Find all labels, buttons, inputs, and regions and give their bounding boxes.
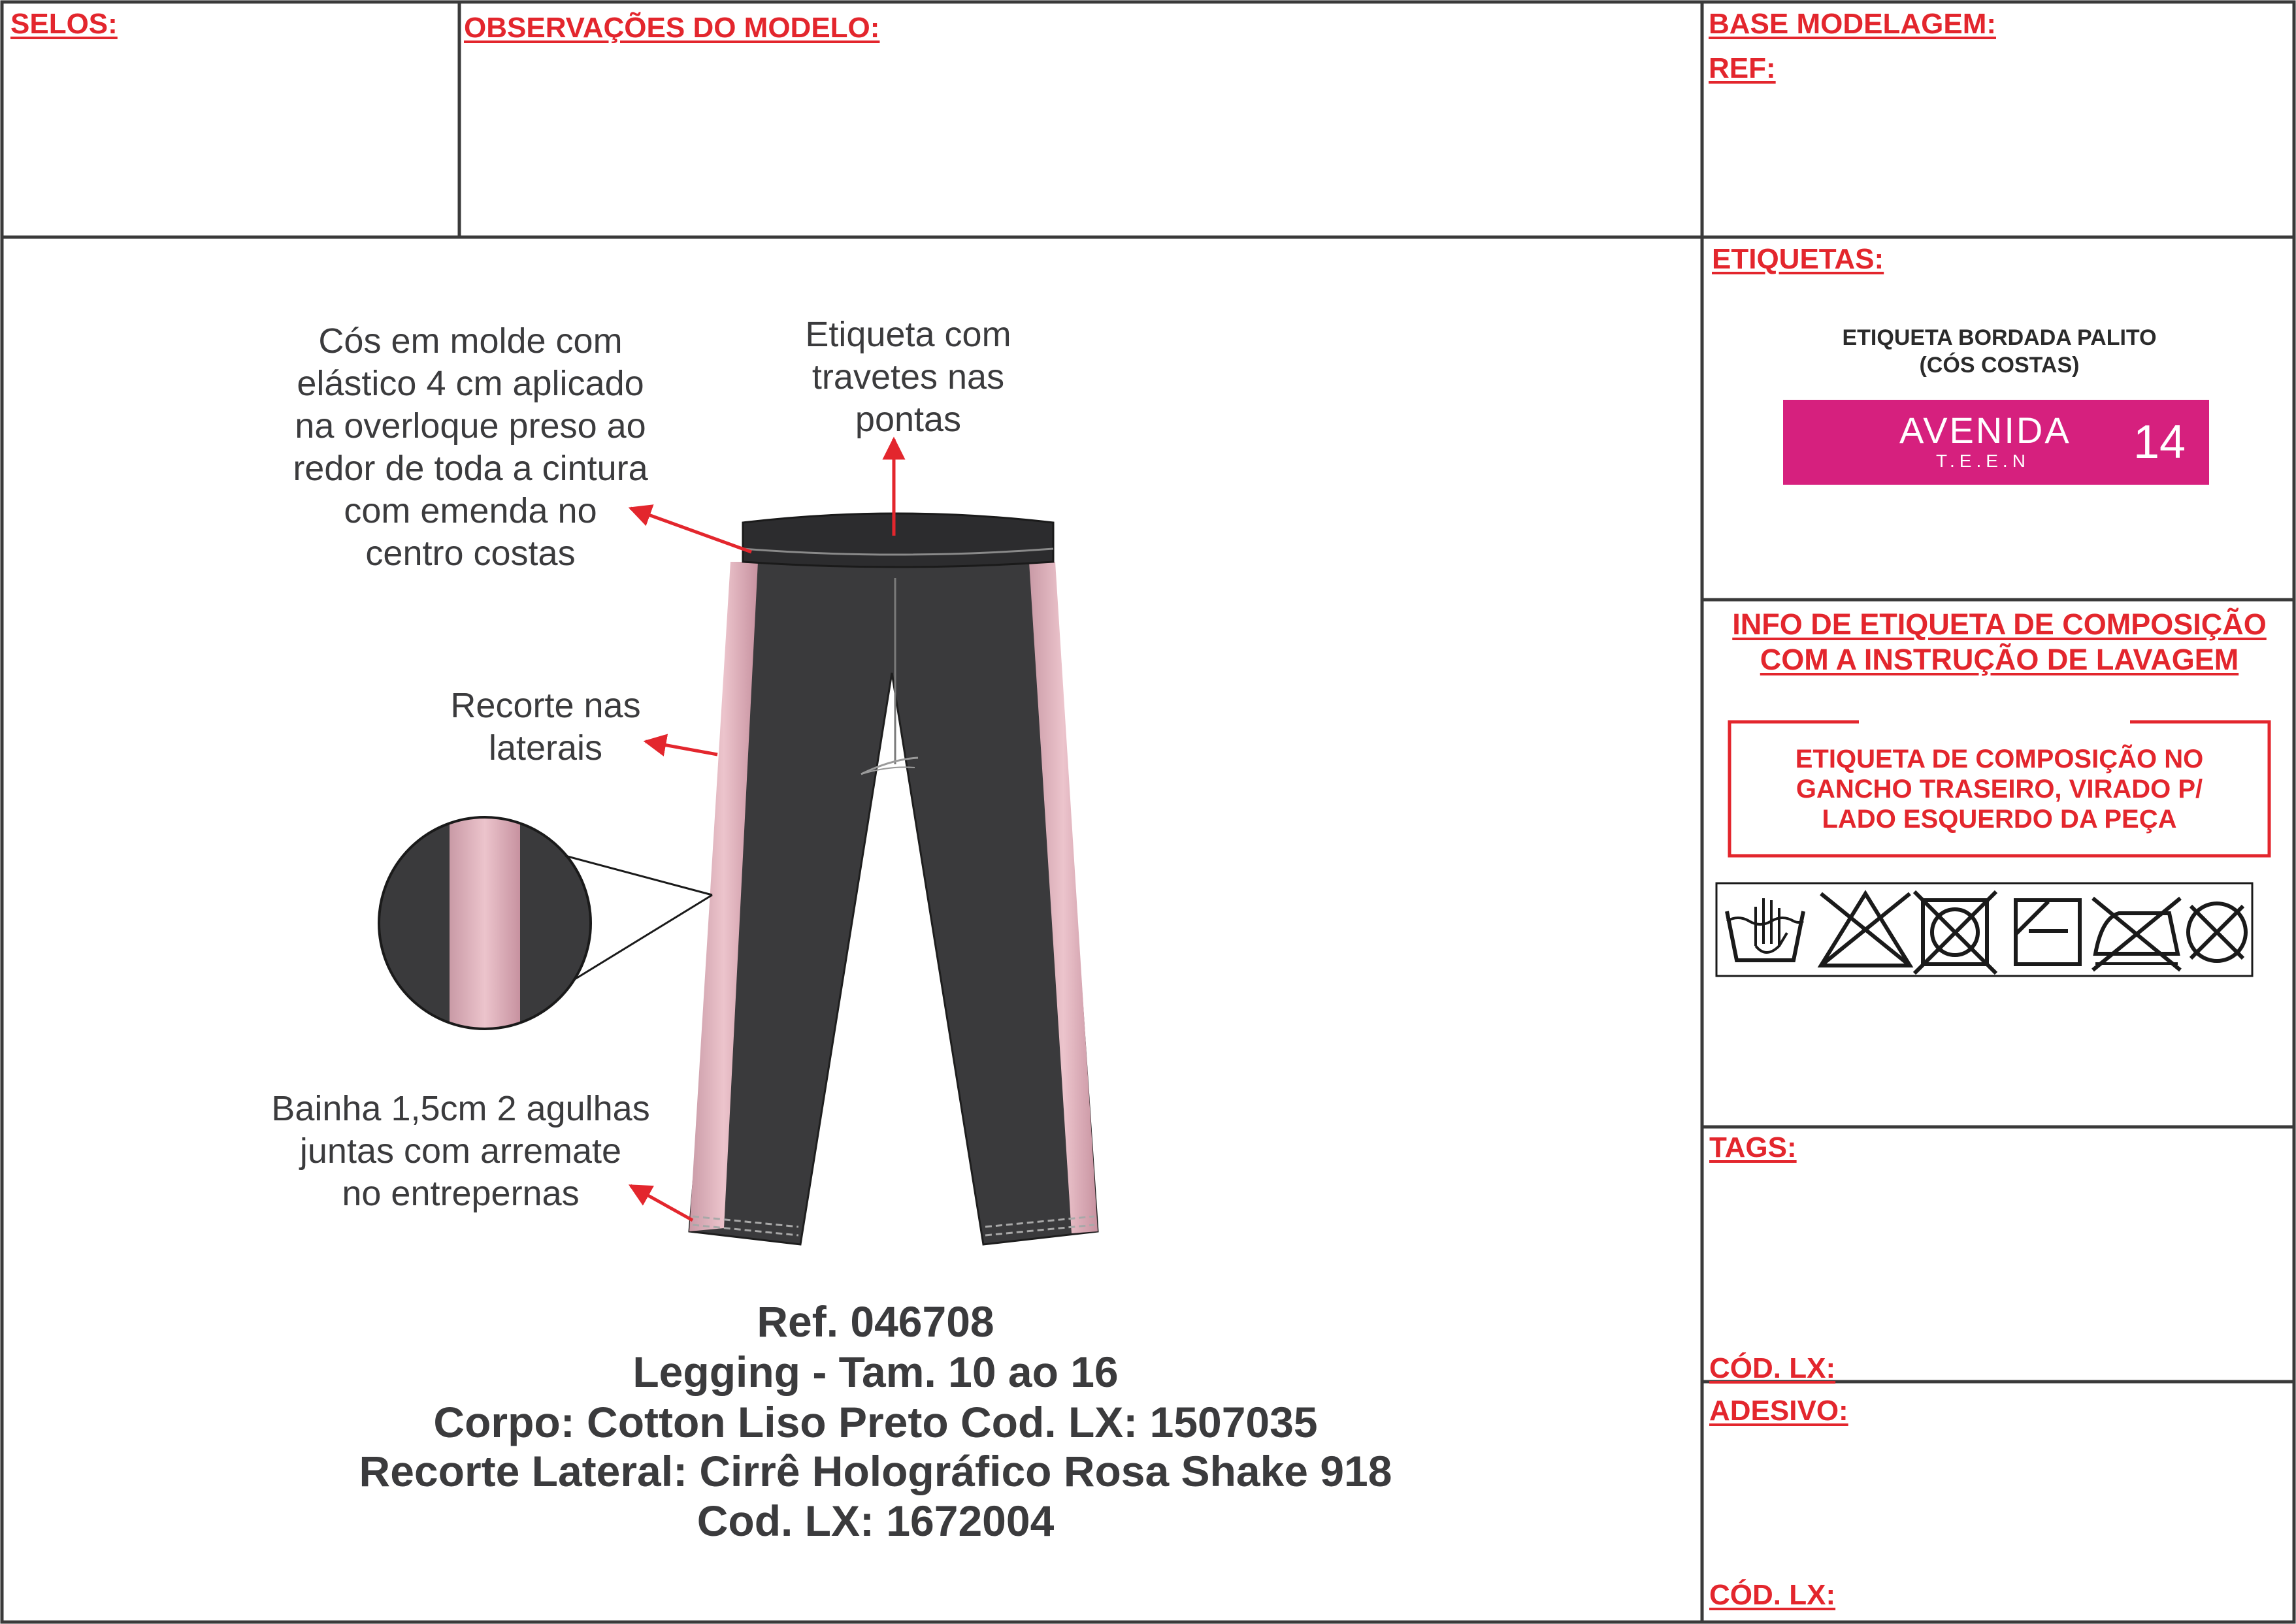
adesivo-cod-label: CÓD. LX: [1709, 1579, 1836, 1611]
hem-arrow [631, 1186, 693, 1220]
composicao-box-1: ETIQUETA DE COMPOSIÇÃO NO [1795, 745, 2204, 773]
callout-line: pontas [855, 400, 962, 439]
callout-line: Recorte nas [450, 686, 641, 725]
tags-cod-label: CÓD. LX: [1709, 1352, 1836, 1384]
spec-side-panel: Recorte Lateral: Cirrê Holográfico Rosa Shake 918 [359, 1447, 1392, 1495]
do-not-tumble-dry-icon [1914, 892, 1996, 973]
spec-body: Corpo: Cotton Liso Preto Cod. LX: 1507035 [433, 1398, 1318, 1446]
hand-wash-icon [1727, 898, 1803, 960]
side-cut-arrow [646, 741, 717, 755]
fabric-detail-magnifier [379, 810, 712, 1039]
callout-line: Bainha 1,5cm 2 agulhas [271, 1089, 650, 1128]
callout-line: laterais [488, 728, 603, 768]
ref-label: REF: [1709, 52, 1776, 84]
composicao-heading-1: INFO DE ETIQUETA DE COMPOSIÇÃO [1732, 608, 2267, 641]
callout-line: elástico 4 cm aplicado [297, 364, 644, 403]
spec-side-code: Cod. LX: 1672004 [697, 1497, 1055, 1545]
callout-line: Etiqueta com [805, 315, 1011, 354]
brand-number: 14 [2133, 416, 2186, 468]
brand-name: AVENIDA [1899, 410, 2071, 451]
base-modelagem-label: BASE MODELAGEM: [1709, 8, 1996, 40]
etiqueta-title-1: ETIQUETA BORDADA PALITO [1842, 325, 2157, 350]
brand-label-badge [1783, 400, 2209, 485]
do-not-bleach-icon [1821, 894, 1910, 966]
observacoes-label: OBSERVAÇÕES DO MODELO: [464, 12, 880, 44]
waistband-arrow [631, 508, 751, 552]
tags-label: TAGS: [1709, 1131, 1797, 1163]
waistband [743, 513, 1053, 567]
callout-line: com emenda no [344, 491, 597, 530]
callout-line: redor de toda a cintura [293, 449, 648, 488]
do-not-iron-icon [2093, 898, 2180, 970]
etiquetas-label: ETIQUETAS: [1712, 243, 1884, 275]
spec-ref: Ref. 046708 [757, 1297, 994, 1346]
callout-line: Cós em molde com [318, 321, 623, 361]
composicao-heading-2: COM A INSTRUÇÃO DE LAVAGEM [1760, 643, 2239, 676]
line-dry-shade-icon [2016, 900, 2080, 964]
callout-line: juntas com arremate [299, 1131, 622, 1171]
selos-label: SELOS: [10, 8, 118, 40]
do-not-dry-clean-icon [2188, 903, 2246, 961]
composicao-box-2: GANCHO TRASEIRO, VIRADO P/ [1796, 775, 2203, 804]
callout-line: centro costas [365, 534, 576, 573]
care-symbols [1715, 882, 2254, 977]
adesivo-label: ADESIVO: [1709, 1395, 1848, 1427]
composicao-box-3: LADO ESQUERDO DA PEÇA [1822, 805, 2177, 834]
callout-line: na overloque preso ao [295, 406, 646, 446]
spec-product: Legging - Tam. 10 ao 16 [632, 1348, 1119, 1396]
callout-line: no entrepernas [342, 1174, 580, 1213]
brand-sub: T.E.E.N [1936, 451, 2030, 471]
callout-line: travetes nas [812, 357, 1005, 397]
etiqueta-title-2: (CÓS COSTAS) [1919, 353, 2080, 378]
